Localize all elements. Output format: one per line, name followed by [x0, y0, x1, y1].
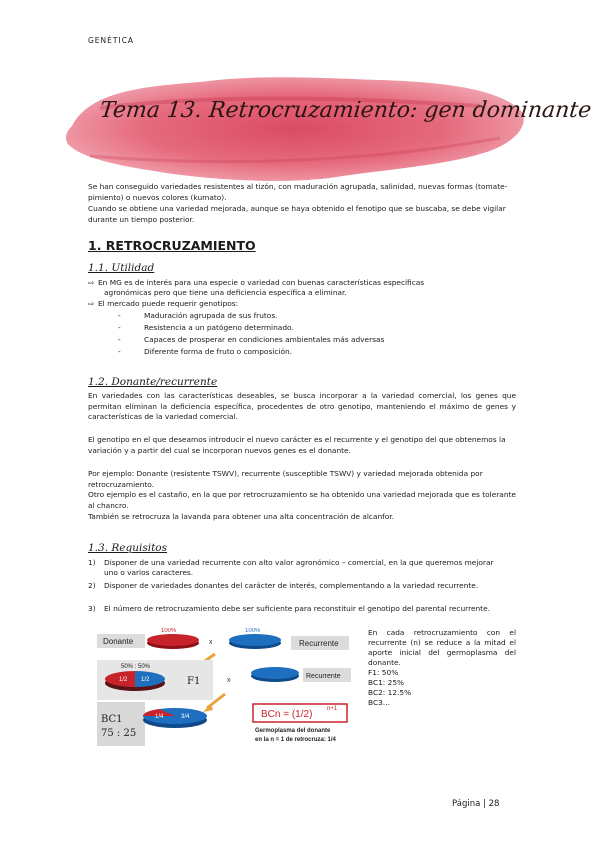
svg-text:100%: 100%: [245, 628, 261, 634]
svg-text:50% : 50%: 50% : 50%: [121, 664, 151, 670]
utilidad-bullet-1: ⇨ En MG es de interés para una especie o variedad con buenas características específicas: [88, 278, 425, 287]
donante-paragraph-5: También se retrocruza la lavanda para obtener una alta concentración de alcanfor.: [88, 512, 395, 521]
backcross-diagram: [95, 628, 353, 748]
utilidad-bullet-1-cont: agronómicas pero que tiene una deficiencia específica a eliminar.: [104, 288, 347, 297]
header-label: GENÉTICA: [88, 36, 135, 45]
arrow-icon: ⇨: [88, 299, 95, 308]
bc-value: BC2: 12.5%: [368, 688, 412, 697]
page-title: Tema 13. Retrocruzamiento: gen dominante: [98, 98, 593, 123]
svg-text:Recurrente: Recurrente: [299, 639, 339, 648]
backcross-explanation: [368, 628, 516, 708]
svg-text:n+1: n+1: [327, 706, 338, 712]
subheading-donante: 1.2. Donante/recurrente: [88, 376, 218, 388]
bc-value: BC1: 25%: [368, 678, 405, 687]
title-banner: [60, 68, 593, 186]
svg-text:Germoplasma del donante: Germoplasma del donante: [255, 728, 331, 734]
backcross-figure: [95, 628, 353, 748]
svg-text:1/4: 1/4: [155, 714, 164, 720]
page-number: Página | 28: [452, 799, 500, 809]
svg-text:Recurrente: Recurrente: [306, 673, 341, 680]
bc-value: BC3…: [368, 698, 391, 707]
svg-text:100%: 100%: [161, 628, 177, 634]
subheading-utilidad: 1.1. Utilidad: [88, 262, 155, 274]
svg-text:3/4: 3/4: [181, 714, 190, 720]
svg-text:F1: F1: [187, 676, 201, 687]
donante-paragraph-4: Otro ejemplo es el castaño, en la que por retrocruzamiento se ha obtenido una variedad mejorada que es tolerante al chancro.: [88, 490, 516, 510]
utilidad-bullet-2: ⇨ El mercado puede requerir genotipos:: [88, 299, 239, 308]
svg-text:x: x: [209, 639, 213, 646]
bc-value: F1: 50%: [368, 668, 399, 677]
svg-text:BCn = (1/2): BCn = (1/2): [261, 709, 313, 720]
svg-text:x: x: [227, 677, 231, 684]
section-heading: 1. RETROCRUZAMIENTO: [88, 238, 256, 253]
donante-paragraph-2: El genotipo en el que deseamos introducir el nuevo carácter es el recurrente y el genotipo del que obtenemos la variación y a partir del cual se incorporan nuevos genes es el donante.: [88, 435, 506, 455]
svg-text:en la n = 1 de retrocruza: 1/4: en la n = 1 de retrocruza: 1/4: [255, 737, 336, 743]
watercolor-splash: [60, 68, 530, 186]
subheading-requisitos: 1.3. Requisitos: [88, 542, 168, 554]
intro-paragraph-1: Se han conseguido variedades resistentes al tizón, con maduración agrupada, salinidad, nuevas formas (tomate-pimiento) o nuevos colores (kumato).: [88, 182, 508, 202]
explanation-text: En cada retrocruzamiento con el recurrente (n) se reduce a la mitad el aporte inicial del germoplasma del donante.: [368, 628, 516, 667]
svg-text:75 : 25: 75 : 25: [101, 728, 137, 739]
svg-text:Donante: Donante: [103, 637, 134, 646]
svg-text:BC1: BC1: [101, 714, 123, 725]
donante-paragraph-3: Por ejemplo: Donante (resistente TSWV), recurrente (susceptible TSWV) y variedad mejorada obtenida por retrocruzamiento.: [88, 469, 483, 489]
donante-paragraph-1: En variedades con las características deseables, se busca incorporar a la variedad comercial, los genes que permitan eliminan la deficiencia específica, procedentes de otro genotipo, manteniendo el máximo de genes y características de la variedad comercial.: [88, 391, 516, 421]
svg-text:1/2: 1/2: [141, 677, 150, 683]
intro-paragraph-2: Cuando se obtiene una variedad mejorada, aunque se haya obtenido el fenotipo que se buscaba, se debe vigilar durante un tiempo posterior.: [88, 204, 506, 224]
arrow-icon: ⇨: [88, 278, 95, 287]
svg-text:1/2: 1/2: [119, 677, 128, 683]
page: GENÉTICA Tema 13. Retrocruzamiento: gen dominante Se han conseguido variedades resistentes al tizón, con maduración agrupada, salinidad, nuevas formas (tomate-pimiento) o nuevos colores (kumato). Cuando se obtiene una variedad mejorada, aunque se haya obtenido el fenotipo que se buscaba, se debe vigilar durante un tiempo posterior. 1. RETROCRUZAMIENTO 1.1. Utilidad ⇨ En MG es de interés para una especie o variedad con buenas características específicas agronómicas pero que tiene una deficiencia específica a eliminar. ⇨ El mercado puede requerir genotipos: - Maduración agrupada de sus frutos. - Resistencia a un patógeno determinado. - Capaces de prosperar en condiciones ambientales más adversas - Diferente forma de fruto o composición. 1.2. Donante/recurrente En variedades con las características deseables, se busca incorporar a la variedad comercial, los genes que permitan eliminan la deficiencia específica, procedentes de otro genotipo, manteniendo el máximo de genes y características de la variedad comercial. El genotipo en el que deseamos introducir el nuevo carácter es el recurrente y el genotipo del que obtenemos la variación y a partir del cual se incorporan nuevos genes es el donante. Por ejemplo: Donante (resistente TSWV), recurrente (susceptible TSWV) y variedad mejorada obtenida por retrocruzamiento. Otro ejemplo es el castaño, en la que por retrocruzamiento se ha obtenido una variedad mejorada que es tolerante al chancro. También se retrocruza la lavanda para obtener una alta concentración de alcanfor. 1.3. Requisitos 1) Disponer de una variedad recurrente con alto valor agronómico – comercial, en la que queremos mejorar uno o varios caracteres. 2) Disponer de variedades donantes del carácter de interés, complementando a la variedad recurrente. 3) El número de retrocruzamiento debe ser suficiente para reconstituir el genotipo del parental recurrente. Donante 100% x 100% Recurrente 50% : 50% 1/2 1/2 F1 x Recurrente BC1 75 : 25 1/4 3/4 BCn = (1/2) n+1 Germoplasma del donante en la n = 1 de retrocruza: 1/4 En cada retrocruzamiento con el recurrente (n) se reduce a la mitad el aporte inicial del germoplasma del donante. F1: 50% BC1: 25% BC2: 12.5% BC3… Página | 28: [0, 0, 600, 848]
